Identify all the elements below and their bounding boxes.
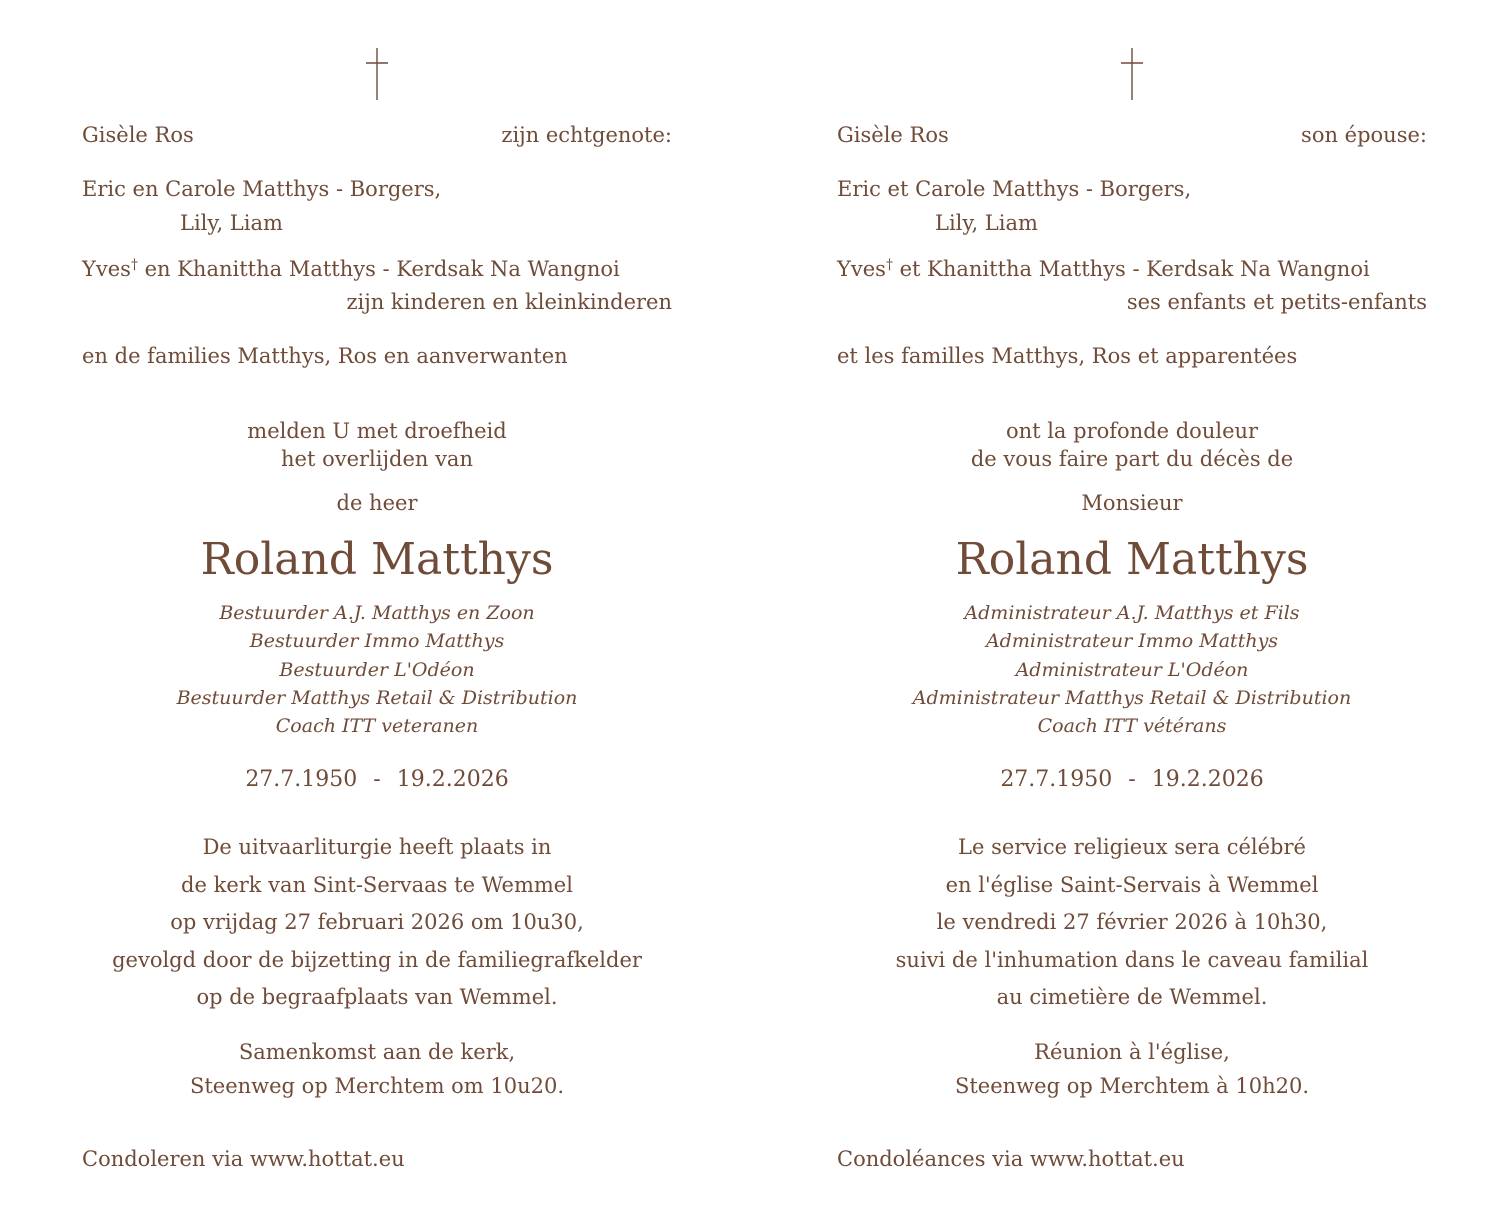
child-2 <box>82 258 620 280</box>
function-item: Coach ITT veteranen <box>275 715 479 738</box>
service-line: suivi de l'inhumation dans le caveau familial <box>895 947 1369 972</box>
life-dates <box>837 769 1427 791</box>
function-item: Bestuurder Matthys Retail & Distribution <box>176 686 578 709</box>
meeting-line: Steenweg op Merchtem om 10u20. <box>189 1074 565 1098</box>
dagger-icon: † <box>885 257 893 273</box>
condolences-link[interactable]: Condoléances via www.hottat.eu <box>837 1147 1185 1171</box>
functions-list <box>82 599 672 740</box>
service-line: de kerk van Sint-Servaas te Wemmel <box>181 872 573 897</box>
spouse-name: Gisèle Ros <box>82 123 194 147</box>
service-line: Le service religieux sera célébré <box>958 835 1306 859</box>
dagger-icon: † <box>130 257 138 273</box>
birth-date: 27.7.1950 <box>1000 767 1113 792</box>
children-role: ses enfants et petits-enfants <box>1126 290 1427 314</box>
service-details <box>837 829 1427 1017</box>
condolences-link[interactable]: Condoleren via www.hottat.eu <box>82 1147 405 1171</box>
announce-line-1: melden U met droefheid <box>247 419 507 443</box>
life-dates <box>82 769 672 791</box>
meeting-line: Samenkomst aan de kerk, <box>238 1040 516 1064</box>
spouse-name: Gisèle Ros <box>837 123 949 147</box>
deceased-name: Roland Matthys <box>200 534 554 585</box>
child-2-firstname: Yves <box>82 257 131 281</box>
death-date: 19.2.2026 <box>1151 767 1264 792</box>
service-line: gevolgd door de bijzetting in de familiegrafkelder <box>112 947 642 972</box>
cross-icon <box>1121 48 1143 100</box>
function-item: Administrateur Matthys Retail & Distribution <box>912 686 1352 709</box>
child-2-firstname: Yves <box>837 257 886 281</box>
spouse-role: zijn echtgenote: <box>501 123 672 147</box>
grandchildren-1: Lily, Liam <box>180 211 283 235</box>
service-line: op de begraafplaats van Wemmel. <box>196 985 558 1010</box>
honorific: Monsieur <box>1081 491 1183 515</box>
honorific: de heer <box>336 491 418 515</box>
child-1: Eric en Carole Matthys - Borgers, <box>82 177 442 201</box>
families: en de families Matthys, Ros en aanverwanten <box>82 344 568 368</box>
function-item: Administrateur L'Odéon <box>1015 658 1249 681</box>
birth-date: 27.7.1950 <box>245 767 358 792</box>
grandchildren-1: Lily, Liam <box>935 211 1038 235</box>
function-item: Coach ITT vétérans <box>1037 715 1227 738</box>
meeting-line: Steenweg op Merchtem à 10h20. <box>954 1074 1310 1098</box>
service-line: au cimetière de Wemmel. <box>996 985 1268 1010</box>
service-line: De uitvaarliturgie heeft plaats in <box>202 835 552 859</box>
function-item: Bestuurder A.J. Matthys en Zoon <box>219 602 535 624</box>
service-details <box>82 829 672 1017</box>
child-2-rest: et Khanittha Matthys - Kerdsak Na Wangnoi <box>892 257 1370 281</box>
french-announcement <box>837 0 1427 1214</box>
spouse-role: son épouse: <box>1301 123 1427 147</box>
death-date: 19.2.2026 <box>396 767 509 792</box>
meeting-line: Réunion à l'église, <box>1034 1040 1230 1064</box>
announce-line-1: ont la profonde douleur <box>1005 419 1259 443</box>
announce-line-2: het overlijden van <box>281 447 473 471</box>
meeting-details <box>82 1035 672 1103</box>
children-role: zijn kinderen en kleinkinderen <box>346 290 672 314</box>
cross-icon <box>366 48 388 100</box>
child-2 <box>837 258 1370 280</box>
service-line: en l'église Saint-Servais à Wemmel <box>945 872 1319 897</box>
deceased-name: Roland Matthys <box>955 534 1309 585</box>
function-item: Bestuurder Immo Matthys <box>249 630 505 653</box>
service-line: op vrijdag 27 februari 2026 om 10u30, <box>170 910 584 935</box>
service-line: le vendredi 27 février 2026 à 10h30, <box>936 910 1328 935</box>
families: et les familles Matthys, Ros et apparentées <box>837 344 1298 368</box>
dutch-announcement <box>82 0 672 1214</box>
functions-list <box>837 599 1427 740</box>
announce-line-2: de vous faire part du décès de <box>970 447 1294 471</box>
function-item: Administrateur Immo Matthys <box>985 630 1279 653</box>
date-separator: - <box>1128 767 1136 792</box>
meeting-details <box>837 1035 1427 1103</box>
child-2-rest: en Khanittha Matthys - Kerdsak Na Wangnoi <box>137 257 620 281</box>
function-item: Bestuurder L'Odéon <box>279 658 475 681</box>
function-item: Administrateur A.J. Matthys et Fils <box>964 602 1300 624</box>
date-separator: - <box>373 767 381 792</box>
child-1: Eric et Carole Matthys - Borgers, <box>837 177 1192 201</box>
